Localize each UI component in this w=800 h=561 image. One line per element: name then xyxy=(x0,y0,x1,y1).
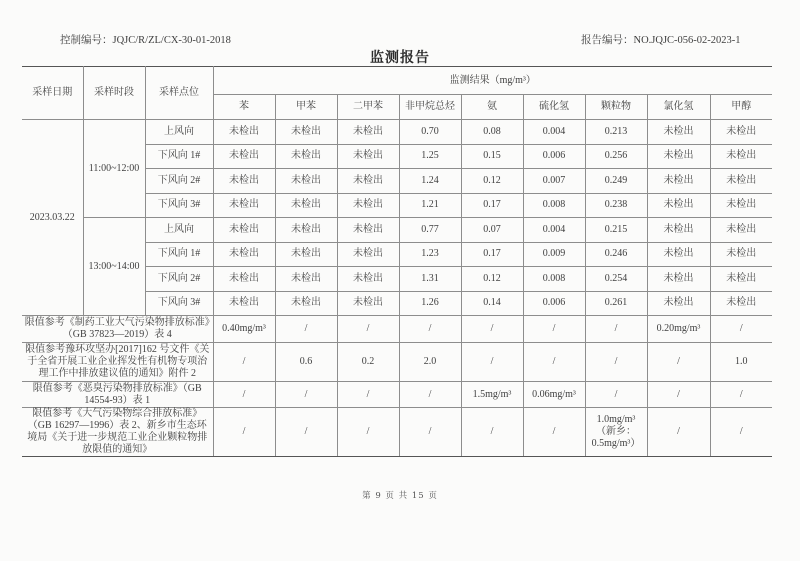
value-cell: 0.008 xyxy=(523,193,585,218)
value-cell: 未检出 xyxy=(275,218,337,243)
value-cell: 0.007 xyxy=(523,169,585,194)
value-cell: 未检出 xyxy=(710,291,772,316)
limit-value: / xyxy=(213,343,275,382)
header-row-1 xyxy=(22,67,772,95)
limit-value: / xyxy=(585,316,647,343)
sampling-point: 下风向 3# xyxy=(145,291,213,316)
value-cell: 0.70 xyxy=(399,120,461,145)
col-header-period: 采样时段 xyxy=(83,67,145,120)
value-cell: 未检出 xyxy=(710,193,772,218)
limit-value: / xyxy=(399,408,461,457)
limit-value: / xyxy=(275,316,337,343)
table-row xyxy=(22,218,772,243)
value-cell: 1.24 xyxy=(399,169,461,194)
value-cell: 未检出 xyxy=(710,242,772,267)
value-cell: 未检出 xyxy=(337,267,399,292)
page-number: 第 9 页 共 15 页 xyxy=(362,491,438,501)
limit-reference: 限值参考《制药工业大气污染物排放标准》（GB 37823—2019）表 4 xyxy=(22,316,213,343)
value-cell: 0.238 xyxy=(585,193,647,218)
col-header-ammonia: 氨 xyxy=(461,95,523,120)
col-header-point: 采样点位 xyxy=(145,67,213,120)
value-cell: 0.254 xyxy=(585,267,647,292)
value-cell: 0.07 xyxy=(461,218,523,243)
value-cell: 未检出 xyxy=(337,169,399,194)
value-cell: 未检出 xyxy=(337,291,399,316)
page-title: 监测报告 xyxy=(370,50,430,66)
value-cell: 未检出 xyxy=(213,242,275,267)
value-cell: 0.14 xyxy=(461,291,523,316)
sampling-point: 上风向 xyxy=(145,218,213,243)
control-number: 控制编号：JQJC/R/ZL/CX-30-01-2018 xyxy=(60,35,231,46)
value-cell: 0.213 xyxy=(585,120,647,145)
value-cell: 0.17 xyxy=(461,193,523,218)
limit-row xyxy=(22,316,772,343)
value-cell: 0.006 xyxy=(523,144,585,169)
value-cell: 未检出 xyxy=(213,193,275,218)
limit-value: / xyxy=(213,382,275,408)
value-cell: 未检出 xyxy=(275,267,337,292)
value-cell: 未检出 xyxy=(275,242,337,267)
value-cell: 0.12 xyxy=(461,169,523,194)
value-cell: 未检出 xyxy=(710,120,772,145)
limit-row xyxy=(22,343,772,382)
value-cell: 未检出 xyxy=(647,169,710,194)
value-cell: 未检出 xyxy=(647,291,710,316)
value-cell: 未检出 xyxy=(275,193,337,218)
col-header-results: 监测结果（mg/m³） xyxy=(213,67,772,95)
limit-value: 0.20mg/m³ xyxy=(647,316,710,343)
value-cell: 未检出 xyxy=(647,218,710,243)
limit-reference: 限值参考豫环攻坚办[2017]162 号文件《关于全省开展工业企业挥发性有机物专项治理工作中排放建议值的通知》附件 2 xyxy=(22,343,213,382)
limit-value: 0.40mg/m³ xyxy=(213,316,275,343)
limit-value: / xyxy=(399,316,461,343)
value-cell: 未检出 xyxy=(337,218,399,243)
value-cell: 未检出 xyxy=(710,144,772,169)
sampling-point: 下风向 1# xyxy=(145,242,213,267)
value-cell: 0.15 xyxy=(461,144,523,169)
value-cell: 0.006 xyxy=(523,291,585,316)
limit-value: / xyxy=(523,316,585,343)
value-cell: 未检出 xyxy=(337,193,399,218)
value-cell: 0.004 xyxy=(523,120,585,145)
sampling-date: 2023.03.22 xyxy=(22,120,83,316)
value-cell: 未检出 xyxy=(647,144,710,169)
report-number: 报告编号：NO.JQJC-056-02-2023-1 xyxy=(581,35,741,46)
limit-value: 0.06mg/m³ xyxy=(523,382,585,408)
value-cell: 1.31 xyxy=(399,267,461,292)
limit-value: / xyxy=(399,382,461,408)
sampling-point: 下风向 3# xyxy=(145,193,213,218)
limit-row xyxy=(22,408,772,457)
limit-value: / xyxy=(585,343,647,382)
value-cell: 未检出 xyxy=(275,120,337,145)
limit-value: / xyxy=(710,316,772,343)
limit-value: 1.0 xyxy=(710,343,772,382)
limit-value: / xyxy=(585,382,647,408)
limit-value: 1.5mg/m³ xyxy=(461,382,523,408)
value-cell: 未检出 xyxy=(647,193,710,218)
limit-value: / xyxy=(461,343,523,382)
col-header-methanol: 甲醇 xyxy=(710,95,772,120)
col-header-particulate: 颗粒物 xyxy=(585,95,647,120)
value-cell: 未检出 xyxy=(710,169,772,194)
sampling-point: 下风向 2# xyxy=(145,169,213,194)
value-cell: 未检出 xyxy=(213,144,275,169)
value-cell: 0.009 xyxy=(523,242,585,267)
limit-value: / xyxy=(275,408,337,457)
monitoring-results-table xyxy=(22,66,772,457)
value-cell: 1.21 xyxy=(399,193,461,218)
value-cell: 未检出 xyxy=(710,267,772,292)
value-cell: 未检出 xyxy=(647,267,710,292)
value-cell: 0.08 xyxy=(461,120,523,145)
value-cell: 未检出 xyxy=(213,291,275,316)
value-cell: 未检出 xyxy=(647,242,710,267)
sampling-point: 下风向 1# xyxy=(145,144,213,169)
value-cell: 未检出 xyxy=(213,218,275,243)
value-cell: 未检出 xyxy=(337,144,399,169)
value-cell: 未检出 xyxy=(710,218,772,243)
value-cell: 未检出 xyxy=(213,120,275,145)
col-header-nmhc: 非甲烷总烃 xyxy=(399,95,461,120)
limit-value: / xyxy=(337,316,399,343)
value-cell: 0.12 xyxy=(461,267,523,292)
limit-value: 0.2 xyxy=(337,343,399,382)
col-header-toluene: 甲苯 xyxy=(275,95,337,120)
value-cell: 1.23 xyxy=(399,242,461,267)
limit-value: / xyxy=(710,382,772,408)
limit-value: / xyxy=(461,316,523,343)
col-header-date: 采样日期 xyxy=(22,67,83,120)
value-cell: 0.004 xyxy=(523,218,585,243)
value-cell: 0.261 xyxy=(585,291,647,316)
limit-value: / xyxy=(337,382,399,408)
limit-value: / xyxy=(523,408,585,457)
limit-value: / xyxy=(337,408,399,457)
col-header-hydrogen-sulfide: 硫化氢 xyxy=(523,95,585,120)
limit-value: / xyxy=(275,382,337,408)
value-cell: 未检出 xyxy=(213,169,275,194)
value-cell: 0.77 xyxy=(399,218,461,243)
limit-reference: 限值参考《恶臭污染物排放标准》（GB 14554-93）表 1 xyxy=(22,382,213,408)
limit-reference: 限值参考《大气污染物综合排放标准》（GB 16297—1996）表 2、新乡市生态环境局《关于进一步规范工业企业颗粒物排放限值的通知》 xyxy=(22,408,213,457)
value-cell: 未检出 xyxy=(337,120,399,145)
limit-value: 2.0 xyxy=(399,343,461,382)
value-cell: 1.25 xyxy=(399,144,461,169)
value-cell: 1.26 xyxy=(399,291,461,316)
table-row xyxy=(22,120,772,145)
value-cell: 0.246 xyxy=(585,242,647,267)
value-cell: 0.256 xyxy=(585,144,647,169)
sampling-point: 上风向 xyxy=(145,120,213,145)
col-header-benzene: 苯 xyxy=(213,95,275,120)
limit-value: 0.6 xyxy=(275,343,337,382)
limit-value: / xyxy=(647,343,710,382)
limit-row xyxy=(22,382,772,408)
value-cell: 未检出 xyxy=(275,169,337,194)
value-cell: 0.008 xyxy=(523,267,585,292)
value-cell: 0.215 xyxy=(585,218,647,243)
sampling-point: 下风向 2# xyxy=(145,267,213,292)
limit-value: / xyxy=(461,408,523,457)
value-cell: 未检出 xyxy=(337,242,399,267)
value-cell: 未检出 xyxy=(647,120,710,145)
col-header-xylene: 二甲苯 xyxy=(337,95,399,120)
sampling-period: 13:00~14:00 xyxy=(83,218,145,316)
col-header-hydrogen-chloride: 氯化氢 xyxy=(647,95,710,120)
limit-value: 1.0mg/m³（新乡：0.5mg/m³） xyxy=(585,408,647,457)
value-cell: 未检出 xyxy=(275,291,337,316)
limit-value: / xyxy=(523,343,585,382)
limit-value: / xyxy=(213,408,275,457)
sampling-period: 11:00~12:00 xyxy=(83,120,145,218)
limit-value: / xyxy=(710,408,772,457)
value-cell: 未检出 xyxy=(213,267,275,292)
value-cell: 0.249 xyxy=(585,169,647,194)
limit-value: / xyxy=(647,382,710,408)
value-cell: 未检出 xyxy=(275,144,337,169)
value-cell: 0.17 xyxy=(461,242,523,267)
limit-value: / xyxy=(647,408,710,457)
